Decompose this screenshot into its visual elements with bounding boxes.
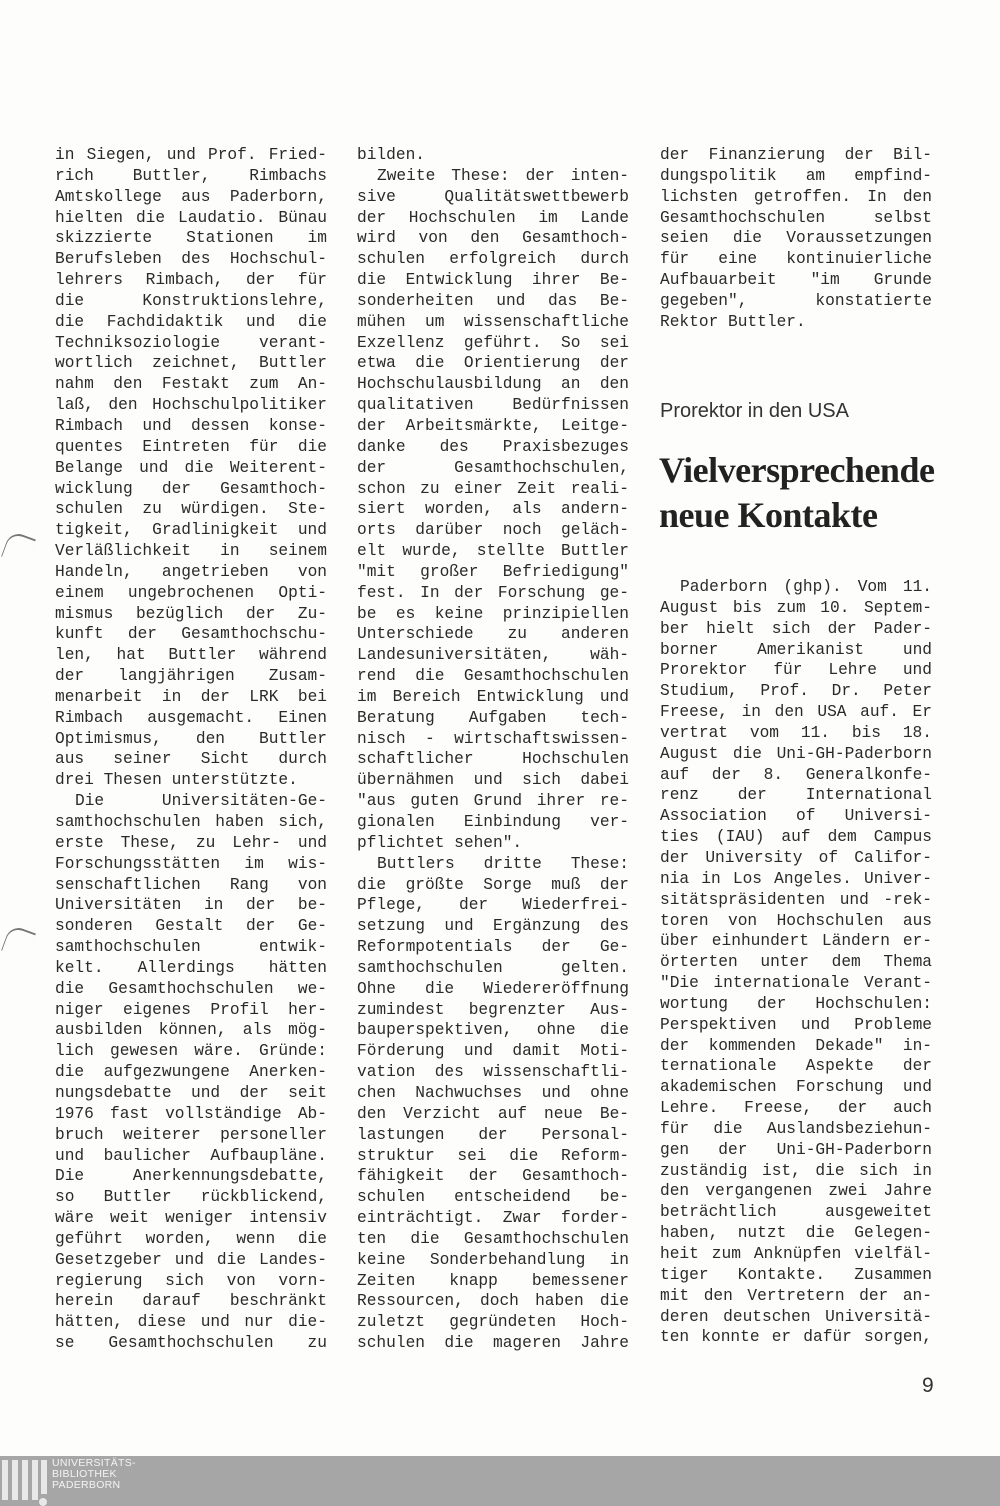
text-line: keine Sonderbehandlung in — [357, 1250, 629, 1269]
text-line: zuletzt gegründeten Hoch- — [357, 1313, 629, 1332]
text-line: tigkeit, Gradlinigkeit und — [55, 521, 327, 540]
text-line: "aus guten Grund ihrer re- — [357, 792, 629, 811]
text-line: in Siegen, und Prof. Fried- — [55, 146, 327, 164]
text-line: haben, nutzt die Gelegen- — [660, 1224, 932, 1243]
text-line: wortung der Hochschulen: — [660, 994, 932, 1013]
punch-hole-mark — [1, 924, 36, 960]
text-line: die Gesamthochschulen we- — [55, 979, 327, 998]
text-line: skizzierte Stationen im — [55, 229, 327, 248]
text-line: siert worden, als andern- — [357, 500, 629, 519]
text-line: ber hielt sich der Pader- — [660, 619, 932, 638]
text-line: tiger Kontakte. Zusammen — [660, 1265, 932, 1284]
text-line: nungsdebatte und der seit — [55, 1083, 327, 1102]
text-line: Landesuniversitäten, wäh- — [357, 646, 629, 665]
text-line: nisch - wirtschaftswissen- — [357, 729, 629, 748]
text-line: ausbilden können, als mög- — [55, 1021, 327, 1040]
text-line: die Konstruktionslehre, — [55, 291, 327, 310]
text-line: Gesetzgeber und die Landes- — [55, 1250, 327, 1269]
text-line: danke des Praxisbezuges — [357, 437, 629, 456]
text-column-3-top — [660, 145, 932, 333]
text-line: Ressourcen, doch haben die — [357, 1292, 629, 1311]
article-title-line: neue Kontakte — [659, 495, 878, 535]
text-line: schulen die mageren Jahre — [357, 1334, 629, 1353]
library-name-line: BIBLIOTHEK — [52, 1468, 117, 1480]
text-line: erste These, zu Lehr- und — [55, 833, 327, 852]
article-title — [659, 448, 934, 538]
text-line: samthochschulen gelten. — [357, 958, 629, 977]
text-line: ten die Gesamthochschulen — [357, 1229, 629, 1248]
text-line: schulen erfolgreich durch — [357, 250, 629, 269]
text-line: Optimismus, den Buttler — [55, 729, 327, 748]
text-line: der University of Califor- — [660, 848, 932, 867]
text-line: lehrers Rimbach, der für — [55, 271, 327, 290]
text-line: chen Nachwuchses und ohne — [357, 1083, 629, 1102]
text-line: sitätspräsidenten und -rek- — [660, 890, 932, 909]
text-line: be es keine prinzipiellen — [357, 604, 629, 623]
text-line: Handeln, angetrieben von — [55, 562, 327, 581]
text-line: schon zu einer Zeit reali- — [357, 479, 629, 498]
text-line: Rimbach und dessen konse- — [55, 416, 327, 435]
text-line: deren deutschen Universitä- — [660, 1307, 932, 1326]
text-line: über einhundert Ländern er- — [660, 932, 932, 951]
text-line: qualitativen Bedürfnissen — [357, 396, 629, 415]
text-line: schaftlicher Hochschulen — [357, 750, 629, 769]
library-footer-banner — [0, 1456, 1000, 1506]
text-line: Lehre. Freese, der auch — [660, 1099, 932, 1118]
text-line: der kommenden Dekade" in- — [660, 1036, 932, 1055]
text-line: auf der 8. Generalkonfe- — [660, 765, 932, 784]
text-line: hielten die Laudatio. Bünau — [55, 208, 327, 227]
text-line: die Entwicklung ihrer Be- — [357, 271, 629, 290]
library-name-line: UNIVERSITÄTS- — [52, 1457, 136, 1469]
text-line: senschaftlichen Rang von — [55, 875, 327, 894]
text-line: Freese, in den USA auf. Er — [660, 703, 932, 722]
text-line: Techniksoziologie verant- — [55, 333, 327, 352]
text-line: Förderung und damit Moti- — [357, 1042, 629, 1061]
text-line: die aufgezwungene Anerken- — [55, 1063, 327, 1082]
text-line: geführt worden, wenn die — [55, 1229, 327, 1248]
text-line: laß, den Hochschulpolitiker — [55, 396, 327, 415]
text-line: Unterschiede zu anderen — [357, 625, 629, 644]
text-line: len, hat Buttler während — [55, 646, 327, 665]
text-line: mit den Vertretern der an- — [660, 1286, 932, 1305]
text-line: herein darauf beschränkt — [55, 1292, 327, 1311]
text-line: August die Uni-GH-Paderborn — [660, 744, 932, 763]
page-number: 9 — [922, 1374, 934, 1397]
text-line: zuständig ist, die sich in — [660, 1161, 932, 1180]
text-line: der langjährigen Zusam- — [55, 667, 327, 686]
text-line: für die Auslandsbeziehun- — [660, 1119, 932, 1138]
text-line: ties (IAU) auf dem Campus — [660, 828, 932, 847]
text-line: Association of Universi- — [660, 807, 932, 826]
text-line: Ohne die Wiedereröffnung — [357, 979, 629, 998]
text-line: einträchtigt. Zwar forder- — [357, 1209, 629, 1228]
library-name — [52, 1458, 136, 1491]
text-line: Rektor Buttler. — [660, 312, 806, 331]
text-line: Verläßlichkeit in seinem — [55, 542, 327, 561]
text-line: rich Buttler, Rimbachs — [55, 166, 327, 185]
text-line: Zeiten knapp bemessener — [357, 1271, 629, 1290]
text-line: Prorektor für Lehre und — [660, 661, 932, 680]
text-line: Studium, Prof. Dr. Peter — [660, 682, 932, 701]
text-line: den vergangenen zwei Jahre — [660, 1182, 932, 1201]
text-line: Universitäten in der be- — [55, 896, 327, 915]
text-line: ternationale Aspekte der — [660, 1057, 932, 1076]
text-line: wicklung der Gesamthoch- — [55, 479, 327, 498]
text-line: zumindest begrenzter Aus- — [357, 1000, 629, 1019]
text-line: der Finanzierung der Bil- — [660, 146, 932, 164]
text-line: schulen zu würdigen. Ste- — [55, 500, 327, 519]
text-line: hätten, diese und nur die- — [55, 1313, 327, 1332]
text-line: Die Anerkennungsdebatte, — [55, 1167, 327, 1186]
text-line: Hochschulausbildung an den — [357, 375, 629, 394]
text-line: den Verzicht auf neue Be- — [357, 1104, 629, 1123]
text-line: sive Qualitätswettbewerb — [357, 187, 629, 206]
text-line: fest. In der Forschung ge- — [357, 583, 629, 602]
text-line: Amtskollege aus Paderborn, — [55, 187, 327, 206]
text-line: orts darüber noch geläch- — [357, 521, 629, 540]
text-line: bruch weiterer personeller — [55, 1125, 327, 1144]
text-line: beträchtlich ausgeweitet — [660, 1203, 932, 1222]
text-line: für eine kontinuierliche — [660, 250, 932, 269]
article-kicker: Prorektor in den USA — [660, 400, 849, 422]
text-line: übernähmen und sich dabei — [357, 771, 629, 790]
text-line: niger eigenes Profil her- — [55, 1000, 327, 1019]
text-line: Zweite These: der inten- — [377, 166, 629, 185]
text-line: quentes Eintreten für die — [55, 437, 327, 456]
text-line: 1976 fast vollständige Ab- — [55, 1104, 327, 1123]
text-line: fähigkeit der Gesamthoch- — [357, 1167, 629, 1186]
text-line: nahm den Festakt zum An- — [55, 375, 327, 394]
text-line: im Bereich Entwicklung und — [357, 687, 629, 706]
text-line: lichsten getroffen. In den — [660, 187, 932, 206]
text-line: der Gesamthochschulen, — [357, 458, 629, 477]
text-line: wäre weit weniger intensiv — [55, 1209, 327, 1228]
text-line: drei Thesen unterstützte. — [55, 771, 298, 790]
text-line: Perspektiven und Probleme — [660, 1015, 932, 1034]
text-line: sonderheiten und das Be- — [357, 291, 629, 310]
text-line: samthochschulen entwik- — [55, 938, 327, 957]
text-line: Belange und die Weiterent- — [55, 458, 327, 477]
text-line: toren von Hochschulen aus — [660, 911, 932, 930]
text-line: bilden. — [357, 146, 425, 164]
text-line: wortlich zeichnet, Buttler — [55, 354, 327, 373]
text-line: lich gewesen wäre. Gründe: — [55, 1042, 327, 1061]
text-line: Exzellenz geführt. So sei — [357, 333, 629, 352]
text-line: gegeben", konstatierte — [660, 291, 932, 310]
text-line: der Hochschulen im Lande — [357, 208, 629, 227]
text-line: die Fachdidaktik und die — [55, 312, 327, 331]
article-body — [660, 577, 932, 1348]
text-line: pflichtet sehen". — [357, 833, 523, 852]
text-line: kelt. Allerdings hätten — [55, 958, 327, 977]
text-line: und baulicher Aufbaupläne. — [55, 1146, 327, 1165]
punch-hole-mark — [1, 530, 36, 566]
text-line: dungspolitik am empfind- — [660, 166, 932, 185]
text-line: heit zum Anknüpfen vielfäl- — [660, 1245, 932, 1263]
text-column-1 — [55, 145, 327, 1354]
text-line: kunft der Gesamthochschu- — [55, 625, 327, 644]
text-line: "mit großer Befriedigung" — [357, 562, 629, 581]
text-line: die größte Sorge muß der — [357, 875, 629, 894]
text-line: Rimbach ausgemacht. Einen — [55, 708, 327, 727]
text-line: setzung und Ergänzung des — [357, 917, 629, 936]
article-title-line: Vielversprechende — [659, 450, 935, 490]
text-line: Berufsleben des Hochschul- — [55, 250, 327, 269]
text-line: Buttlers dritte These: — [377, 854, 629, 873]
text-line: Beratung Aufgaben tech- — [357, 708, 629, 727]
text-line: August bis zum 10. Septem- — [660, 598, 932, 617]
text-line: der Arbeitsmärkte, Leitge- — [357, 416, 629, 435]
text-line: ten konnte er dafür sorgen, — [660, 1328, 932, 1347]
text-line: mühen um wissenschaftliche — [357, 312, 629, 331]
text-line: so Buttler rückblickend, — [55, 1188, 327, 1207]
text-line: "Die internationale Verant- — [660, 974, 932, 993]
text-line: menarbeit in der LRK bei — [55, 687, 327, 706]
text-line: Die Universitäten-Ge- — [75, 792, 327, 811]
text-line: elt wurde, stellte Buttler — [357, 542, 629, 561]
text-line: lastungen der Personal- — [357, 1125, 629, 1144]
text-line: se Gesamthochschulen zu — [55, 1334, 327, 1353]
text-line: Reformpotentials der Ge- — [357, 938, 629, 957]
text-line: vertrat vom 11. bis 18. — [660, 723, 932, 742]
text-line: borner Amerikanist und — [660, 640, 932, 659]
text-line: Aufbauarbeit "im Grunde — [660, 271, 932, 290]
text-line: vation des wissenschaftli- — [357, 1063, 629, 1082]
text-line: etwa die Orientierung der — [357, 354, 629, 373]
text-line: nia in Los Angeles. Univer- — [660, 869, 932, 888]
text-column-2 — [357, 145, 629, 1354]
text-line: mismus bezüglich der Zu- — [55, 604, 327, 623]
text-line: regierung sich von vorn- — [55, 1271, 327, 1290]
text-line: sonderen Gestalt der Ge- — [55, 917, 327, 936]
text-line: aus seiner Sicht durch — [55, 750, 327, 769]
text-line: akademischen Forschung und — [660, 1078, 932, 1097]
library-name-line: PADERBORN — [52, 1479, 121, 1491]
text-line: struktur sei die Reform- — [357, 1146, 629, 1165]
text-line: einem ungebrochenen Opti- — [55, 583, 327, 602]
text-line: schulen entscheidend be- — [357, 1188, 629, 1207]
text-line: Paderborn (ghp). Vom 11. — [680, 578, 932, 596]
text-line: seien die Voraussetzungen — [660, 229, 932, 248]
text-line: bauperspektiven, ohne die — [357, 1021, 629, 1040]
text-line: gen der Uni-GH-Paderborn — [660, 1140, 932, 1159]
text-line: rend die Gesamthochschulen — [357, 667, 629, 686]
text-line: Forschungsstätten im wis- — [55, 854, 327, 873]
text-line: wird von den Gesamthoch- — [357, 229, 629, 248]
text-line: gionalen Einbindung ver- — [357, 813, 629, 831]
text-line: samthochschulen haben sich, — [55, 813, 327, 831]
text-line: Pflege, der Wiederfrei- — [357, 896, 629, 915]
text-line: örterten unter dem Thema — [660, 953, 932, 972]
text-line: Gesamthochschulen selbst — [660, 208, 932, 227]
text-line: renz der International — [660, 786, 932, 805]
